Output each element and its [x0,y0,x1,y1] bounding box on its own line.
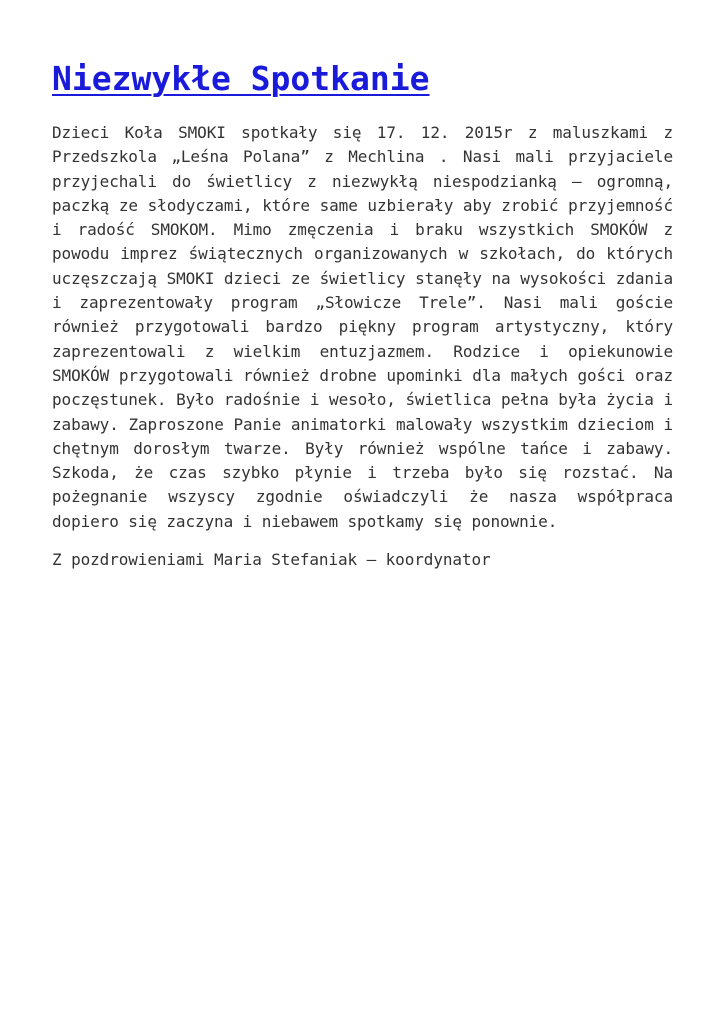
article-signature: Z pozdrowieniami Maria Stefaniak – koordynator [52,550,491,570]
article-body: Dzieci Koła SMOKI spotkały się 17. 12. 2015r z maluszkami z Przedszkola „Leśna Polana” z Mechlina . Nasi mali przyjaciele przyjechali do świetlicy z niezwykłą niespodzianką – ogromną, paczką ze słodyczami, które same uzbierały aby zrobić przyjemność i radość SMOKOM. Mimo zmęczenia i braku wszystkich SMOKÓW z powodu imprez świątecznych organizowanych w szkołach, do których uczęszczają SMOKI dzieci ze świetlicy stanęły na wysokości zdania i zaprezentowały program „Słowicze Trele”. Nasi mali goście również przygotowali bardzo piękny program artystyczny, który zaprezentowali z wielkim entuzjazmem. Rodzice i opiekunowie SMOKÓW przygotowali również drobne upominki dla małych gości oraz poczęstunek. Było radośnie i wesoło, świetlica pełna była życia i zabawy. Zaproszone Panie animatorki malowały wszystkim dzieciom i chętnym dorosłym twarze. Były również wspólne tańce i zabawy. Szkoda, że czas szybko płynie i trzeba było się rozstać. Na pożegnanie wszyscy zgodnie oświadczyli że nasza współpraca dopiero się zaczyna i niebawem spotkamy się ponownie. [52,123,673,531]
article-title-link[interactable]: Niezwykłe Spotkanie [52,59,430,98]
article-title [52,57,430,101]
article [52,57,673,572]
